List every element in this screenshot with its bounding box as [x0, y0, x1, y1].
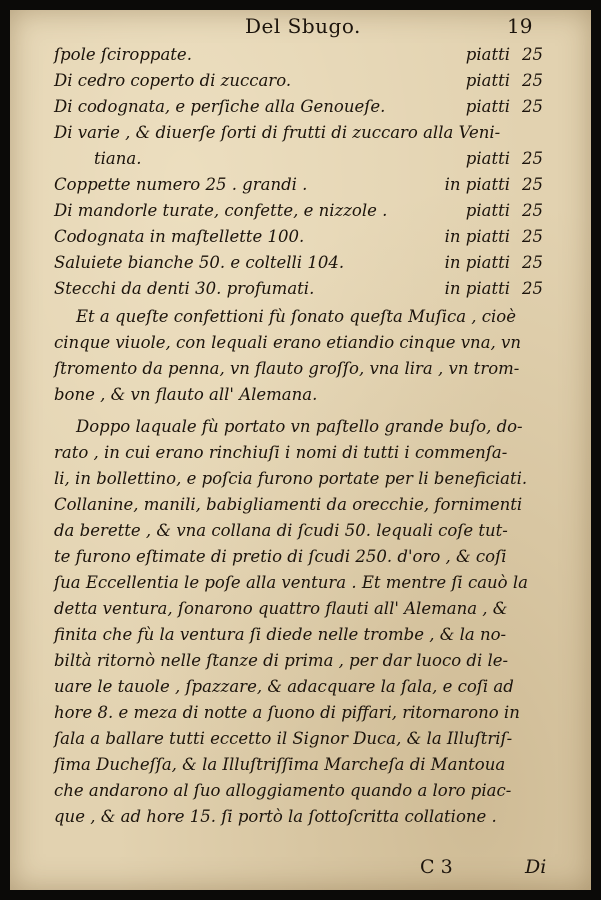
list-item: [10, 250, 591, 275]
list-item: [10, 172, 591, 197]
item-qty: 25: [522, 97, 543, 116]
text-line: ſala a ballare tutti eccetto il Signor Duca, & la Illuſtriſ-: [54, 729, 513, 748]
item-text: Saluiete bianche 50. e coltelli 104.: [54, 253, 345, 272]
catchword: Di: [525, 856, 547, 878]
page-number: 19: [507, 14, 533, 38]
text-line: cinque viuole, con lequali erano etiandio cinque vna, vn: [54, 333, 521, 352]
item-text: Coppette numero 25 . grandi .: [54, 175, 308, 194]
item-qty: 25: [522, 201, 543, 220]
item-unit: in piatti: [444, 253, 510, 272]
item-unit: piatti: [465, 201, 510, 220]
list-item: [10, 94, 591, 119]
text-line: li, in bollettino, e poſcia furono portate per li beneficiati.: [54, 469, 528, 488]
text-line: bone , & vn flauto all' Alemana.: [54, 385, 318, 404]
text-line: da berette , & vna collana di ſcudi 50. lequali coſe tut-: [54, 521, 508, 540]
item-text: ſpole ſciroppate.: [54, 45, 192, 64]
item-qty: 25: [522, 71, 543, 90]
list-item: [10, 198, 591, 223]
text-line: rato , in cui erano rinchiuſi i nomi di tutti i commenſa-: [54, 443, 508, 462]
list-item: [10, 120, 591, 145]
running-header: Del Sbugo.: [245, 14, 361, 38]
text-line: Et a queſte confettioni fù ſonato queſta Muſica , cioè: [76, 307, 516, 326]
text-line: Collanine, manili, babigliamenti da orecchie, fornimenti: [54, 495, 523, 514]
item-qty: 25: [522, 149, 543, 168]
item-unit: piatti: [465, 149, 510, 168]
text-line: che andarono al ſuo alloggiamento quando a loro piac-: [54, 781, 512, 800]
text-line: detta ventura, ſonarono quattro flauti all' Alemana , &: [54, 599, 508, 618]
item-text: tiana.: [94, 149, 142, 168]
text-line: uare le tauole , ſpazzare, & adacquare la ſala, e coſi ad: [54, 677, 514, 696]
item-text: Di codognata, e perſiche alla Genoueſe.: [54, 97, 386, 116]
item-unit: piatti: [465, 45, 510, 64]
item-qty: 25: [522, 227, 543, 246]
list-item: [50, 146, 591, 171]
text-line: ſima Ducheſſa, & la Illuſtriſſima Marcheſa di Mantoua: [54, 755, 506, 774]
item-text: Codognata in maſtellette 100.: [54, 227, 305, 246]
text-line: ſua Eccellentia le poſe alla ventura . Et mentre ſi cauò la: [54, 573, 528, 592]
list-item: [10, 276, 591, 301]
item-text: Di varie , & diuerſe ſorti di frutti di zuccaro alla Veni-: [54, 123, 501, 142]
item-unit: [430, 120, 510, 145]
text-line: biltà ritornò nelle ſtanze di prima , per dar luoco di le-: [54, 651, 509, 670]
item-unit: piatti: [465, 97, 510, 116]
item-qty: 25: [522, 175, 543, 194]
item-unit: in piatti: [444, 227, 510, 246]
list-item: [10, 68, 591, 93]
item-qty: 25: [522, 279, 543, 298]
list-item: [10, 42, 591, 67]
item-text: Di mandorle turate, confette, e nizzole .: [54, 201, 388, 220]
text-line: Doppo laquale fù portato vn paſtello grande buſo, do-: [76, 417, 523, 436]
text-line: que , & ad hore 15. ſi portò la ſottoſcritta collatione .: [54, 807, 497, 826]
book-page: [10, 10, 591, 890]
item-unit: in piatti: [444, 175, 510, 194]
item-text: Stecchi da denti 30. profumati.: [54, 279, 315, 298]
item-unit: in piatti: [444, 279, 510, 298]
text-line: te furono eſtimate di pretio di ſcudi 250. d'oro , & coſi: [54, 547, 507, 566]
text-line: finita che fù la ventura ſi diede nelle trombe , & la no-: [54, 625, 507, 644]
item-qty: 25: [522, 45, 543, 64]
text-line: ſtromento da penna, vn flauto groſſo, vna lira , vn trom-: [54, 359, 520, 378]
item-text: Di cedro coperto di zuccaro.: [54, 71, 292, 90]
signature-mark: C 3: [420, 856, 453, 878]
item-qty: 25: [522, 253, 543, 272]
text-line: hore 8. e meza di notte a ſuono di piffari, ritornarono in: [54, 703, 520, 722]
item-unit: piatti: [465, 71, 510, 90]
list-item: [10, 224, 591, 249]
